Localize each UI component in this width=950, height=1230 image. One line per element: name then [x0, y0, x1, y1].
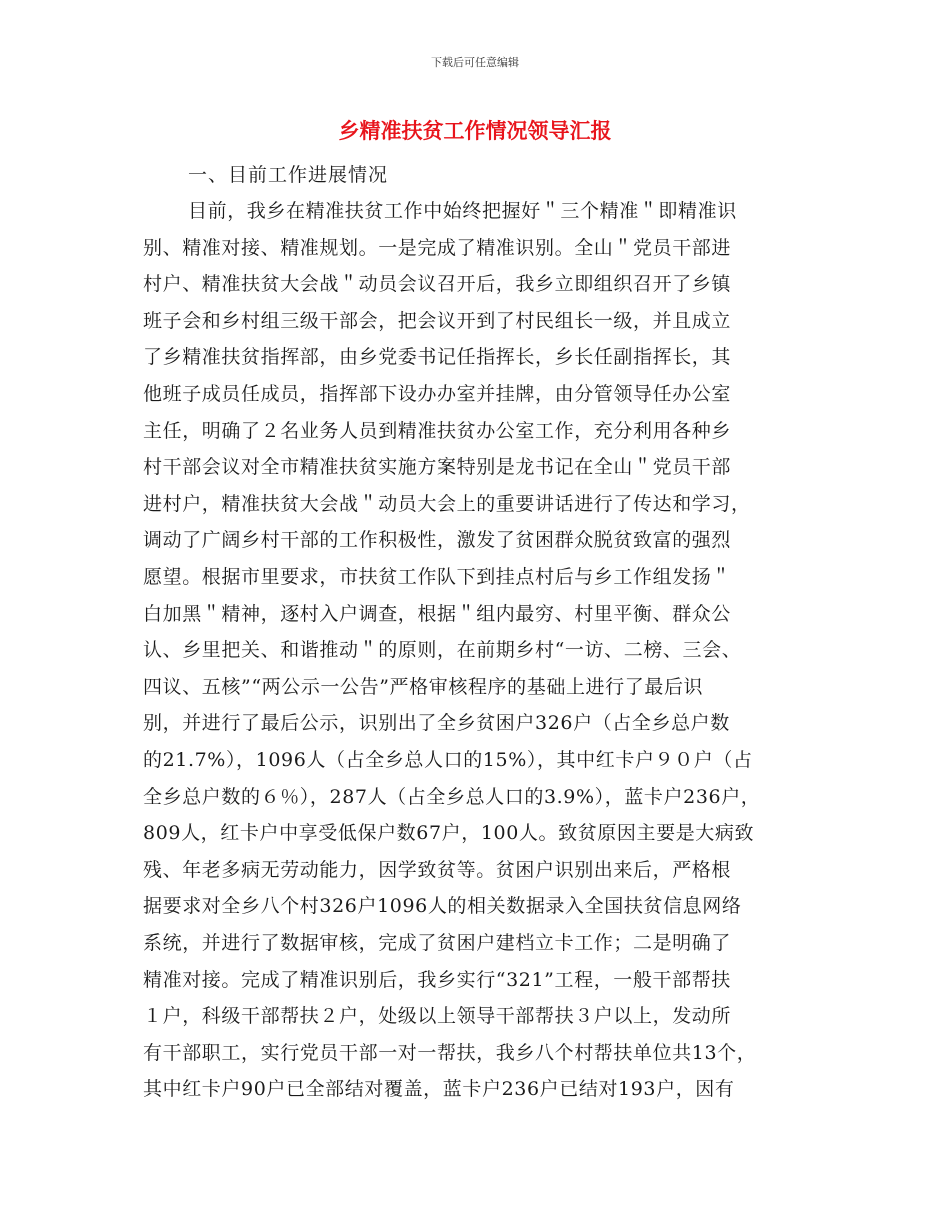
body-line: 班子会和乡村组三级干部会，把会议开到了村民组长一级，并且成立 — [143, 309, 732, 332]
body-line: 809人，红卡户中享受低保户数67户，100人。致贫原因主要是大病致 — [143, 822, 755, 845]
document-title: 乡精准扶贫工作情况领导汇报 — [338, 119, 612, 143]
body-line: 村户、精准扶贫大会战＂动员会议召开后，我乡立即组织召开了乡镇 — [143, 273, 732, 296]
body-line: 残、年老多病无劳动能力，因学致贫等。贫困户识别出来后，严格根 — [143, 858, 732, 881]
body-line: 别，并进行了最后公示，识别出了全乡贫困户326户（占全乡总户数 — [143, 712, 730, 735]
body-line: １户，科级干部帮扶２户，处级以上领导干部帮扶３户以上，发动所 — [143, 1005, 732, 1028]
body-line: 愿望。根据市里要求，市扶贫工作队下到挂点村后与乡工作组发扬＂ — [143, 566, 732, 588]
body-line: 其中红卡户90户已全部结对覆盖，蓝卡户236户已结对193户，因有 — [143, 1078, 735, 1101]
body-line: 村干部会议对全市精准扶贫实施方案特别是龙书记在全山＂党员干部 — [143, 456, 732, 479]
body-line: 调动了广阔乡村干部的工作积极性，激发了贫困群众脱贫致富的强烈 — [143, 529, 732, 552]
header-note: 下载后可任意编辑 — [431, 56, 519, 69]
body-line: 进村户，精准扶贫大会战＂动员大会上的重要讲话进行了传达和学习， — [143, 492, 751, 515]
body-line: 据要求对全乡八个村326户1096人的相关数据录入全国扶贫信息网络 — [143, 895, 742, 918]
body-line: 他班子成员任成员，指挥部下设办办室并挂牌，由分管领导任办公室 — [143, 383, 732, 405]
body-line: 的21.7%），1096人（占全乡总人口的15%），其中红卡户９０户（占 — [143, 749, 753, 771]
body-line: 认、乡里把关、和谐推动＂的原则，在前期乡村“一访、二榜、三会、 — [143, 639, 742, 662]
body-line: 系统，并进行了数据审核，完成了贫困户建档立卡工作；二是明确了 — [143, 932, 732, 954]
body-line: 主任，明确了２名业务人员到精准扶贫办公室工作，充分利用各种乡 — [143, 419, 732, 442]
body-line: 目前，我乡在精准扶贫工作中始终把握好＂三个精准＂即精准识 — [188, 200, 737, 222]
body-line: 别、精准对接、精准规划。一是完成了精准识别。全山＂党员干部进 — [143, 236, 732, 259]
section-heading: 一、目前工作进展情况 — [188, 164, 389, 186]
body-line: 了乡精准扶贫指挥部，由乡党委书记任指挥长，乡长任副指挥长，其 — [143, 346, 732, 369]
body-line: 精准对接。完成了精准识别后，我乡实行“321”工程，一般干部帮扶 — [143, 968, 731, 991]
body-line: 四议、五核”“两公示一公告”严格审核程序的基础上进行了最后识 — [143, 675, 704, 698]
body-line: 有干部职工，实行党员干部一对一帮扶，我乡八个村帮扶单位共13个， — [143, 1041, 757, 1064]
body-line: 白加黑＂精神，逐村入户调查，根据＂组内最穷、村里平衡、群众公 — [143, 602, 732, 625]
body-line: 全乡总户数的６％），287人（占全乡总人口的3.9%），蓝卡户236户， — [143, 785, 761, 808]
